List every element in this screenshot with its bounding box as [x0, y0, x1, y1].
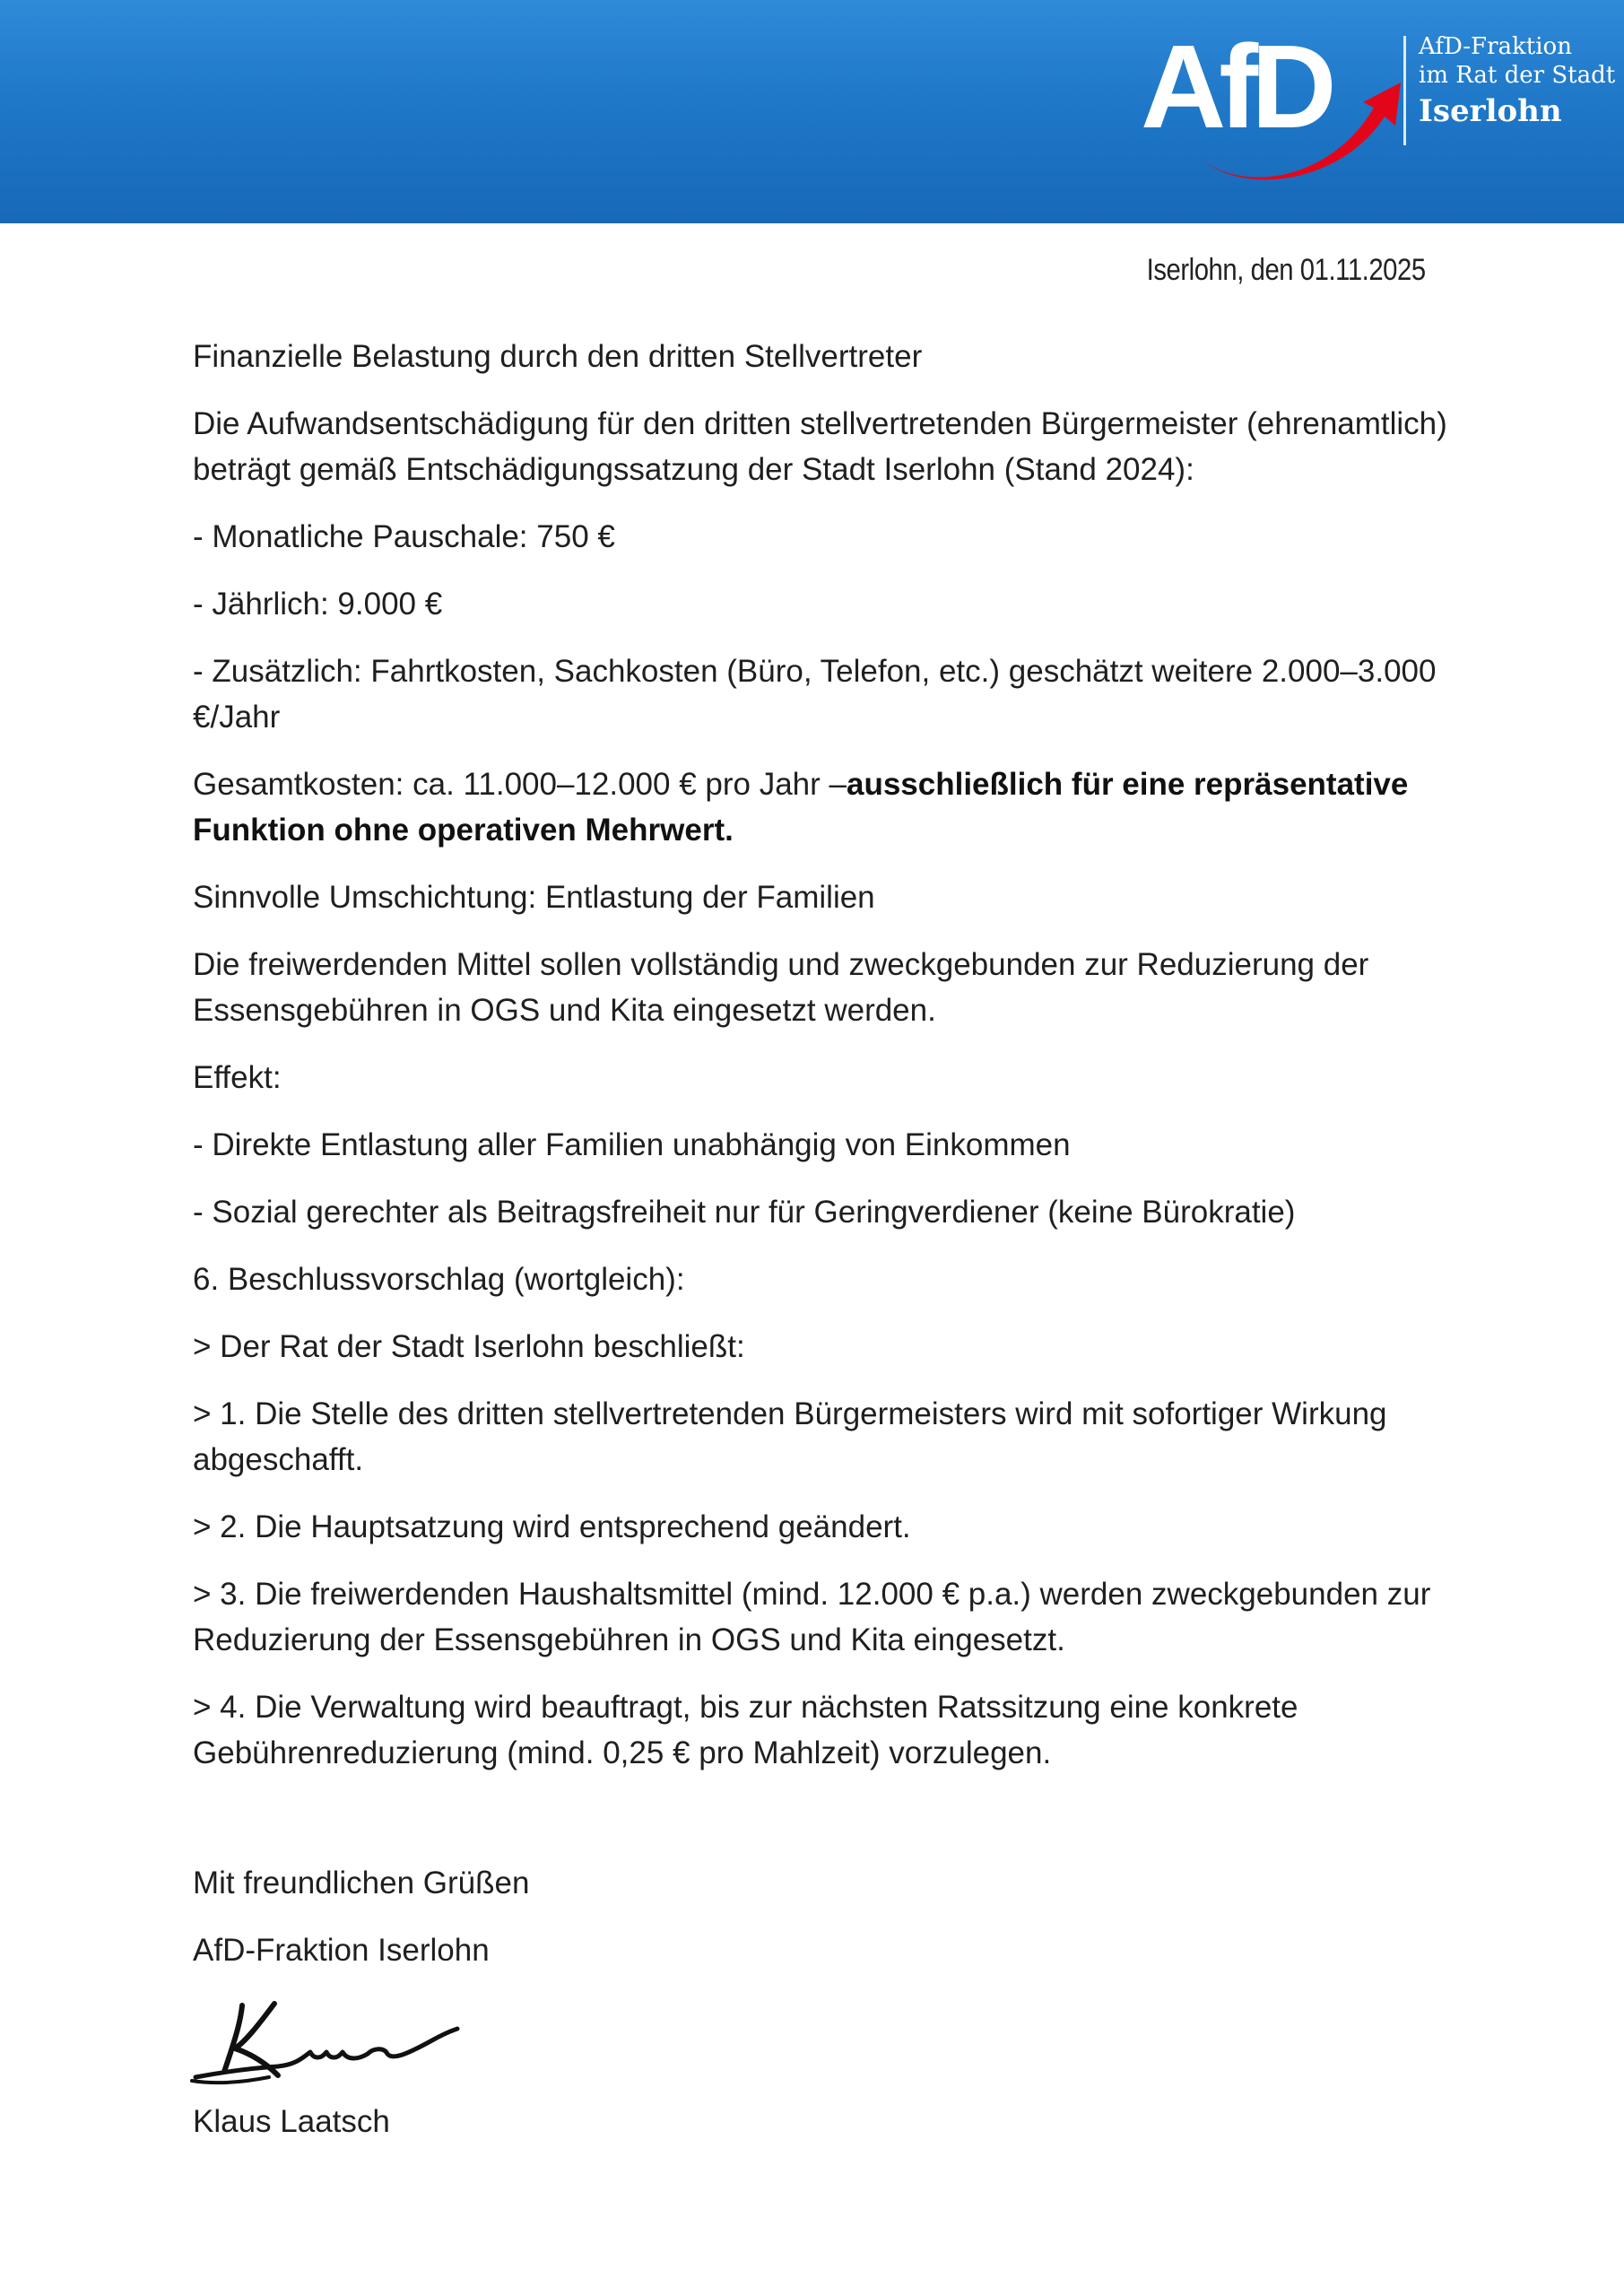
letter-body: [193, 334, 1448, 1797]
effect-label: Effekt:: [193, 1060, 282, 1095]
proposal-item: > 3. Die freiwerdenden Haushaltsmittel (mind. 12.000 € p.a.) werden zweckgebunden zur Reduzierung der Essensgebühren in OGS und Kita eingesetzt.: [193, 1577, 1431, 1657]
cost-item: - Jährlich: 9.000 €: [193, 587, 443, 622]
closing-greeting: Mit freundlichen Grüßen: [193, 1866, 530, 1900]
proposal-item: > 4. Die Verwaltung wird beauftragt, bis zur nächsten Ratssitzung eine konkrete Gebührenreduzierung (mind. 0,25 € pro Mahlzeit) vorzulegen.: [193, 1690, 1298, 1770]
total-cost-text: Gesamtkosten: ca. 11.000–12.000 € pro Jahr –: [193, 767, 847, 802]
letter-heading: Finanzielle Belastung durch den dritten Stellvertreter: [193, 339, 923, 374]
intro-paragraph: Die Aufwandsentschädigung für den dritten stellvertretenden Bürgermeister (ehrenamtlich) beträgt gemäß Entschädigungssatzung der Stadt Iserlohn (Stand 2024):: [193, 406, 1447, 487]
effect-item: - Sozial gerechter als Beitragsfreiheit nur für Geringverdiener (keine Bürokratie): [193, 1195, 1296, 1230]
proposal-intro: > Der Rat der Stadt Iserlohn beschließt:: [193, 1329, 745, 1364]
closing-sender: AfD-Fraktion Iserlohn: [193, 1933, 490, 1968]
logo-divider: [1403, 36, 1406, 145]
logo-text: [1419, 32, 1615, 133]
proposal-item: > 1. Die Stelle des dritten stellvertretenden Bürgermeisters wird mit sofortiger Wirkung abgeschafft.: [193, 1396, 1387, 1477]
header-banner: [0, 0, 1624, 223]
reallocation-paragraph: Die freiwerdenden Mittel sollen vollständig und zweckgebunden zur Reduzierung der Essensgebühren in OGS und Kita eingesetzt werden.: [193, 947, 1369, 1028]
letter-date: Iserlohn, den 01.11.2025: [1146, 253, 1426, 287]
cost-item: - Zusätzlich: Fahrtkosten, Sachkosten (Büro, Telefon, etc.) geschätzt weitere 2.000–3.000 €/Jahr: [193, 654, 1437, 735]
afd-logo-mark-icon: [1139, 27, 1408, 197]
logo-line-1: AfD-Fraktion: [1419, 33, 1572, 60]
cost-item: - Monatliche Pauschale: 750 €: [193, 519, 615, 554]
handwritten-signature: [188, 1989, 466, 2088]
afd-logo: [1139, 27, 1616, 197]
proposal-item: > 2. Die Hauptsatzung wird entsprechend geändert.: [193, 1509, 911, 1544]
effect-item: - Direkte Entlastung aller Familien unabhängig von Einkommen: [193, 1127, 1071, 1162]
proposal-heading: 6. Beschlussvorschlag (wortgleich):: [193, 1262, 685, 1297]
logo-line-3: Iserlohn: [1419, 93, 1562, 129]
total-cost-paragraph: [193, 761, 1448, 853]
logo-line-2: im Rat der Stadt: [1419, 62, 1616, 89]
letter-closing: [193, 1860, 1000, 1995]
subheading: Sinnvolle Umschichtung: Entlastung der Familien: [193, 880, 875, 915]
total-cost-emphasis: ausschließlich für eine repräsentative Funktion ohne operativen Mehrwert.: [193, 767, 1409, 848]
logo-wordmark: AfD: [1141, 27, 1330, 152]
signer-name: Klaus Laatsch: [193, 2104, 390, 2139]
